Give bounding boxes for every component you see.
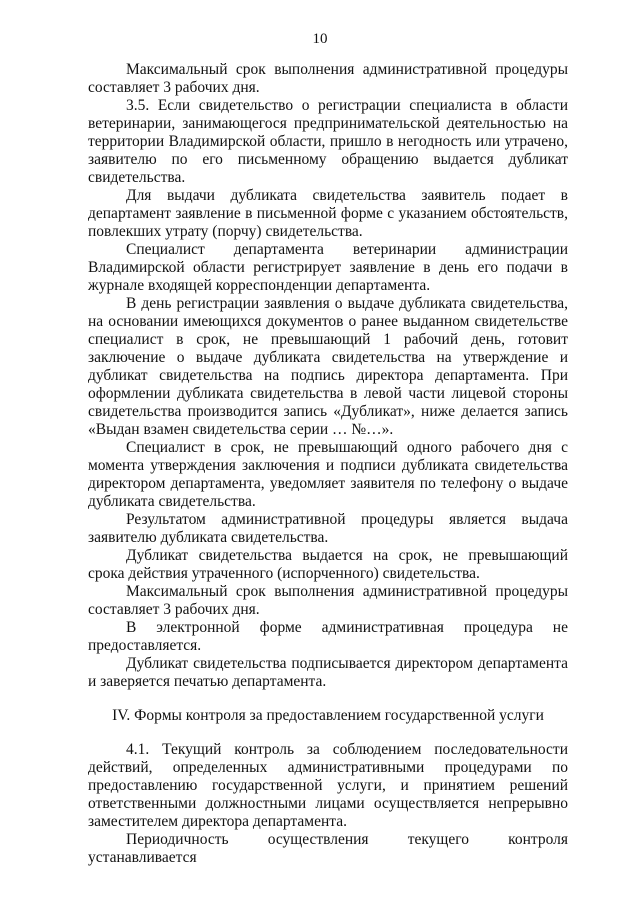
paragraph-signature: Дубликат свидетельства подписывается директором департамента и заверяется печатью департамента. xyxy=(88,655,568,690)
paragraph-notification: Специалист в срок, не превышающий одного рабочего дня с момента утверждения заключения и подписи дубликата свидетельства директором департамента, уведомляет заявителя по телефону о выдаче дубликата свидетельства. xyxy=(88,439,568,510)
section-heading: IV. Формы контроля за предоставлением государственной услуги xyxy=(112,707,544,724)
page-number: 10 xyxy=(312,31,328,47)
paragraph-conclusion: В день регистрации заявления о выдаче дубликата свидетельства, на основании имеющихся документов о ранее выданном свидетельстве специалист в срок, не превышающий 1 рабочий день, готовит заключение о выдаче дубликата свидетельства на утверждение и дубликат свидетельства на подпись директора департамента. При оформлении дубликата свидетельства в левой части лицевой стороны свидетельства производится запись «Дубликат», ниже делается запись «Выдан взамен свидетельства серии … №…». xyxy=(88,295,568,438)
paragraph-max-term-2: Максимальный срок выполнения административной процедуры составляет 3 рабочих дня. xyxy=(88,583,568,618)
paragraph-duplicate-term: Дубликат свидетельства выдается на срок, не превышающий срока действия утраченного (испорченного) свидетельства. xyxy=(88,547,568,582)
paragraph-application: Для выдачи дубликата свидетельства заявитель подает в департамент заявление в письменной форме с указанием обстоятельств, повлекших утрату (порчу) свидетельства. xyxy=(88,187,568,240)
paragraph-periodicity: Периодичность осуществления текущего контроля устанавливается xyxy=(88,831,568,866)
paragraph-max-term: Максимальный срок выполнения административной процедуры составляет 3 рабочих дня. xyxy=(88,61,568,96)
paragraph-electronic-form: В электронной форме административная процедура не предоставляется. xyxy=(88,619,568,654)
paragraph-3-5: 3.5. Если свидетельство о регистрации специалиста в области ветеринарии, занимающегося предпринимательской деятельностью на территории Владимирской области, пришло в негодность или утрачено, заявителю по его письменному обращению выдается дубликат свидетельства. xyxy=(88,97,568,186)
paragraph-result: Результатом административной процедуры является выдача заявителю дубликата свидетельства. xyxy=(88,511,568,546)
body-text xyxy=(88,61,568,867)
paragraph-4-1: 4.1. Текущий контроль за соблюдением последовательности действий, определенных административными процедурами по предоставлению государственной услуги, и принятием решений ответственными должностными лицами осуществляется непрерывно заместителем директора департамента. xyxy=(88,741,568,830)
paragraph-registration: Специалист департамента ветеринарии администрации Владимирской области регистрирует заявление в день его подачи в журнале входящей корреспонденции департамента. xyxy=(88,241,568,294)
